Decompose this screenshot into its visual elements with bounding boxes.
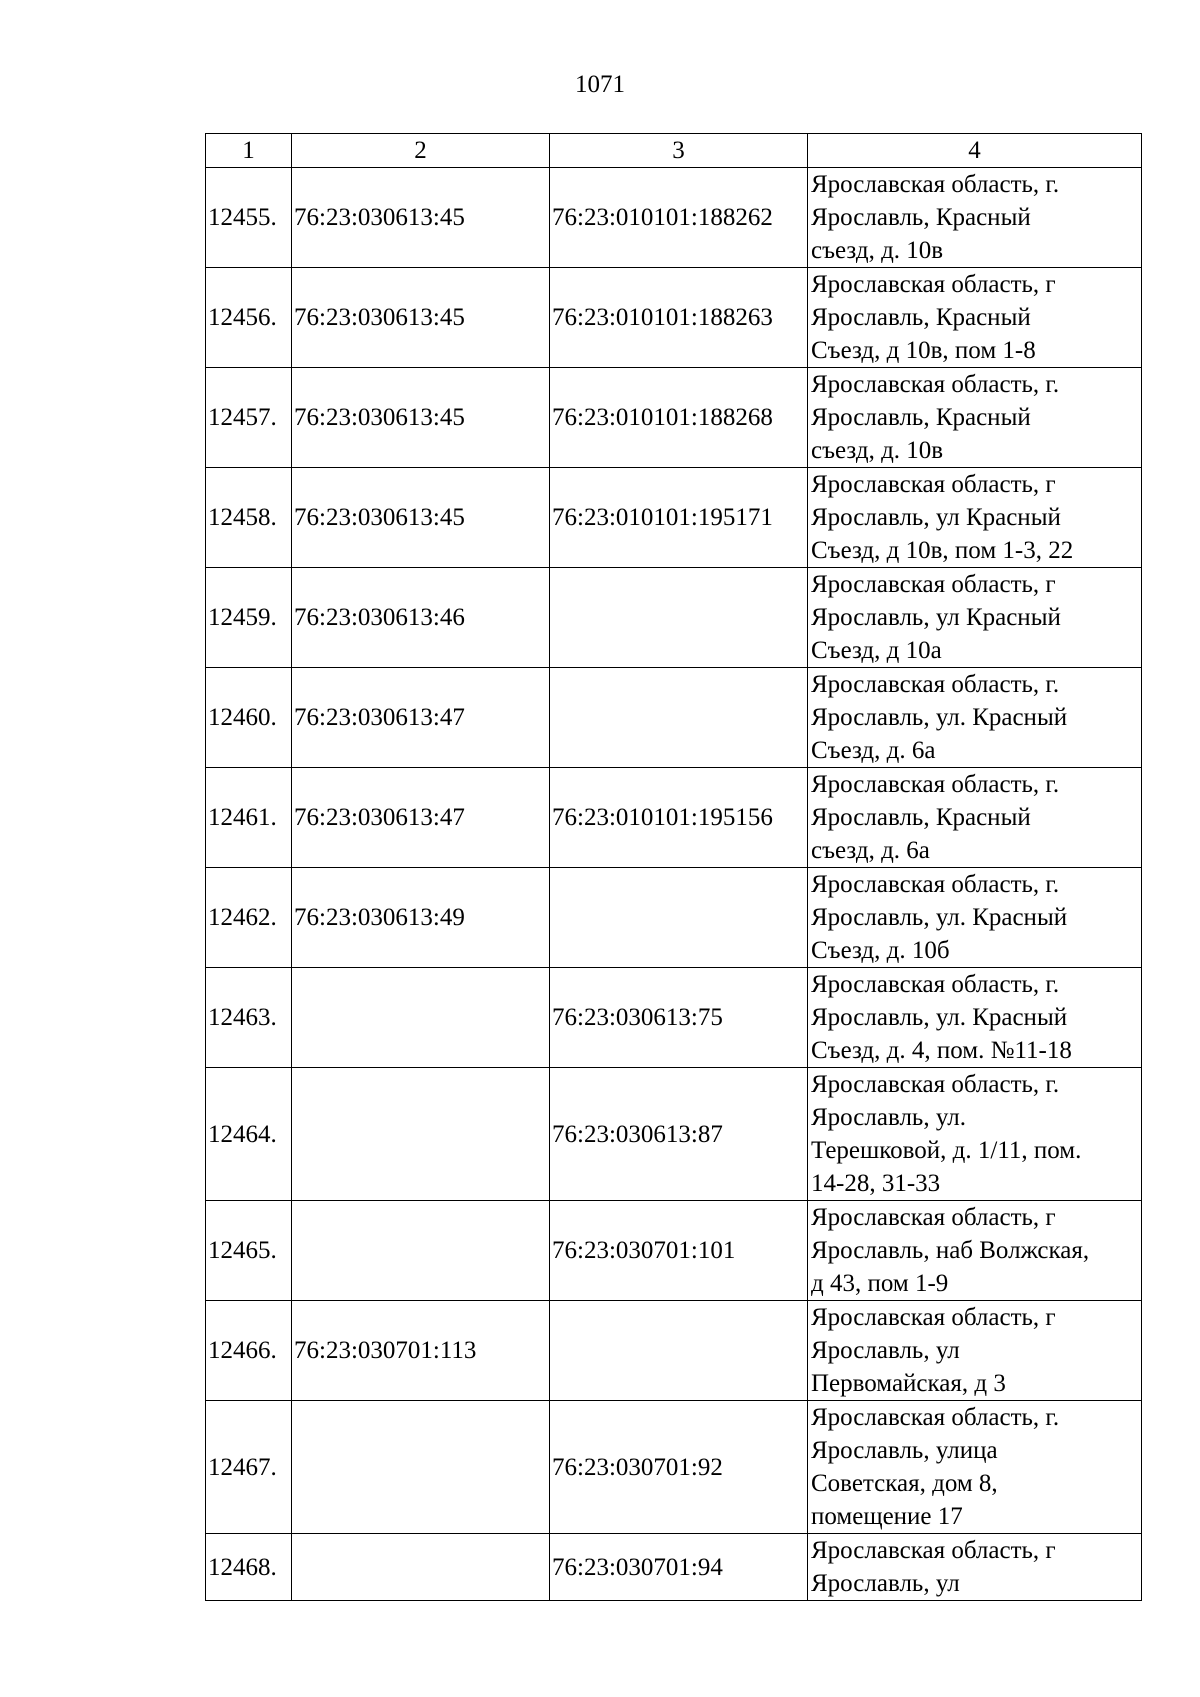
address-line: Съезд, д 10а [811, 637, 942, 664]
address-line: Ярославская область, г. [811, 171, 1060, 198]
row-number-cell: 12458. [206, 468, 292, 568]
row-number-cell: 12463. [206, 968, 292, 1068]
address-cell [808, 1401, 1142, 1534]
cadastral-number-cell [292, 1534, 550, 1601]
row-number-cell: 12467. [206, 1401, 292, 1534]
cadastral-number-cell: 76:23:030613:47 [292, 768, 550, 868]
address-line: Ярославская область, г. [811, 371, 1060, 398]
address-cell [808, 368, 1142, 468]
address-cell [808, 1301, 1142, 1401]
object-number-cell: 76:23:030701:101 [550, 1201, 808, 1301]
address-line: Ярославль, ул Красный [811, 504, 1061, 531]
table-row [206, 768, 1142, 868]
address-line: Первомайская, д 3 [811, 1370, 1006, 1397]
address-line: Ярославская область, г. [811, 771, 1060, 798]
address-line: 14-28, 31-33 [811, 1170, 941, 1197]
cadastral-number-cell: 76:23:030613:45 [292, 368, 550, 468]
address-line: Ярославль, наб Волжская, [811, 1237, 1090, 1264]
cadastral-number-cell: 76:23:030613:46 [292, 568, 550, 668]
object-number-cell: 76:23:010101:188268 [550, 368, 808, 468]
address-cell [808, 568, 1142, 668]
address-line: Ярославская область, г. [811, 971, 1060, 998]
address-line: Ярославль, Красный [811, 404, 1031, 431]
address-line: Советская, дом 8, [811, 1470, 998, 1497]
address-line: Ярославская область, г [811, 471, 1056, 498]
row-number-cell: 12466. [206, 1301, 292, 1401]
address-line: Терешковой, д. 1/11, пом. [811, 1137, 1082, 1164]
header-row [206, 134, 1142, 168]
object-number-cell [550, 1301, 808, 1401]
table-row [206, 468, 1142, 568]
object-number-cell [550, 568, 808, 668]
address-line: Ярославль, ул [811, 1337, 960, 1364]
table-row [206, 968, 1142, 1068]
address-line: Ярославская область, г [811, 571, 1056, 598]
header-cell-2: 2 [292, 134, 550, 168]
address-line: Съезд, д. 4, пом. №11-18 [811, 1037, 1072, 1064]
address-line: Ярославль, ул Красный [811, 604, 1061, 631]
address-line: Съезд, д 10в, пом 1-8 [811, 337, 1036, 364]
address-line: Ярославль, Красный [811, 204, 1031, 231]
cadastral-number-cell: 76:23:030613:45 [292, 468, 550, 568]
object-number-cell: 76:23:030613:75 [550, 968, 808, 1068]
address-cell [808, 668, 1142, 768]
address-line: Съезд, д 10в, пом 1-3, 22 [811, 537, 1074, 564]
row-number-cell: 12459. [206, 568, 292, 668]
address-line: Ярославль, ул. Красный [811, 1004, 1068, 1031]
address-cell [808, 768, 1142, 868]
address-line: Ярославль, улица [811, 1437, 998, 1464]
row-number-cell: 12456. [206, 268, 292, 368]
table-row [206, 1068, 1142, 1201]
page-number: 1071 [575, 71, 625, 98]
row-number-cell: 12460. [206, 668, 292, 768]
address-line: съезд, д. 6а [811, 837, 930, 864]
cadastral-number-cell: 76:23:030613:47 [292, 668, 550, 768]
table-row [206, 1534, 1142, 1601]
cadastral-number-cell: 76:23:030701:113 [292, 1301, 550, 1401]
address-line: съезд, д. 10в [811, 437, 944, 464]
address-line: помещение 17 [811, 1503, 963, 1530]
object-number-cell: 76:23:030701:92 [550, 1401, 808, 1534]
object-number-cell [550, 868, 808, 968]
object-number-cell: 76:23:030701:94 [550, 1534, 808, 1601]
address-line: Ярославль, ул. Красный [811, 704, 1068, 731]
address-cell [808, 468, 1142, 568]
table-row [206, 268, 1142, 368]
cadastral-number-cell [292, 1401, 550, 1534]
header-cell-1: 1 [206, 134, 292, 168]
address-line: Ярославль, ул. Красный [811, 904, 1068, 931]
address-line: Ярославская область, г. [811, 1404, 1060, 1431]
address-line: Ярославль, ул. [811, 1104, 966, 1131]
address-cell [808, 1201, 1142, 1301]
table-row [206, 868, 1142, 968]
address-line: Ярославль, Красный [811, 804, 1031, 831]
address-line: Ярославская область, г [811, 1304, 1056, 1331]
address-line: Ярославская область, г. [811, 871, 1060, 898]
address-cell [808, 1068, 1142, 1201]
address-cell [808, 1534, 1142, 1601]
cadastral-number-cell [292, 1201, 550, 1301]
table-row [206, 668, 1142, 768]
table-row [206, 1301, 1142, 1401]
table-row [206, 568, 1142, 668]
address-cell [808, 168, 1142, 268]
address-line: Ярославская область, г [811, 1537, 1056, 1564]
object-number-cell: 76:23:010101:188262 [550, 168, 808, 268]
address-cell [808, 868, 1142, 968]
address-line: Съезд, д. 10б [811, 937, 950, 964]
table-row [206, 168, 1142, 268]
row-number-cell: 12462. [206, 868, 292, 968]
cadastral-number-cell [292, 968, 550, 1068]
address-line: Ярославская область, г [811, 1204, 1056, 1231]
row-number-cell: 12464. [206, 1068, 292, 1201]
table-row [206, 368, 1142, 468]
header-cell-4: 4 [808, 134, 1142, 168]
cadastral-number-cell [292, 1068, 550, 1201]
cadastral-number-cell: 76:23:030613:45 [292, 168, 550, 268]
row-number-cell: 12468. [206, 1534, 292, 1601]
address-line: Ярославская область, г [811, 271, 1056, 298]
address-line: съезд, д. 10в [811, 237, 944, 264]
address-line: Съезд, д. 6а [811, 737, 936, 764]
object-number-cell: 76:23:010101:195171 [550, 468, 808, 568]
address-line: Ярославская область, г. [811, 1071, 1060, 1098]
header-cell-3: 3 [550, 134, 808, 168]
row-number-cell: 12457. [206, 368, 292, 468]
row-number-cell: 12461. [206, 768, 292, 868]
object-number-cell [550, 668, 808, 768]
address-cell [808, 968, 1142, 1068]
cadastral-number-cell: 76:23:030613:45 [292, 268, 550, 368]
table-body [206, 168, 1142, 1601]
cadastral-number-cell: 76:23:030613:49 [292, 868, 550, 968]
table-row [206, 1201, 1142, 1301]
row-number-cell: 12465. [206, 1201, 292, 1301]
registry-table [205, 133, 1142, 1601]
address-line: Ярославль, ул [811, 1570, 960, 1597]
table-header [206, 134, 1142, 168]
object-number-cell: 76:23:010101:195156 [550, 768, 808, 868]
address-line: Ярославская область, г. [811, 671, 1060, 698]
address-line: д 43, пом 1-9 [811, 1270, 949, 1297]
address-cell [808, 268, 1142, 368]
object-number-cell: 76:23:010101:188263 [550, 268, 808, 368]
object-number-cell: 76:23:030613:87 [550, 1068, 808, 1201]
address-line: Ярославль, Красный [811, 304, 1031, 331]
table-row [206, 1401, 1142, 1534]
row-number-cell: 12455. [206, 168, 292, 268]
